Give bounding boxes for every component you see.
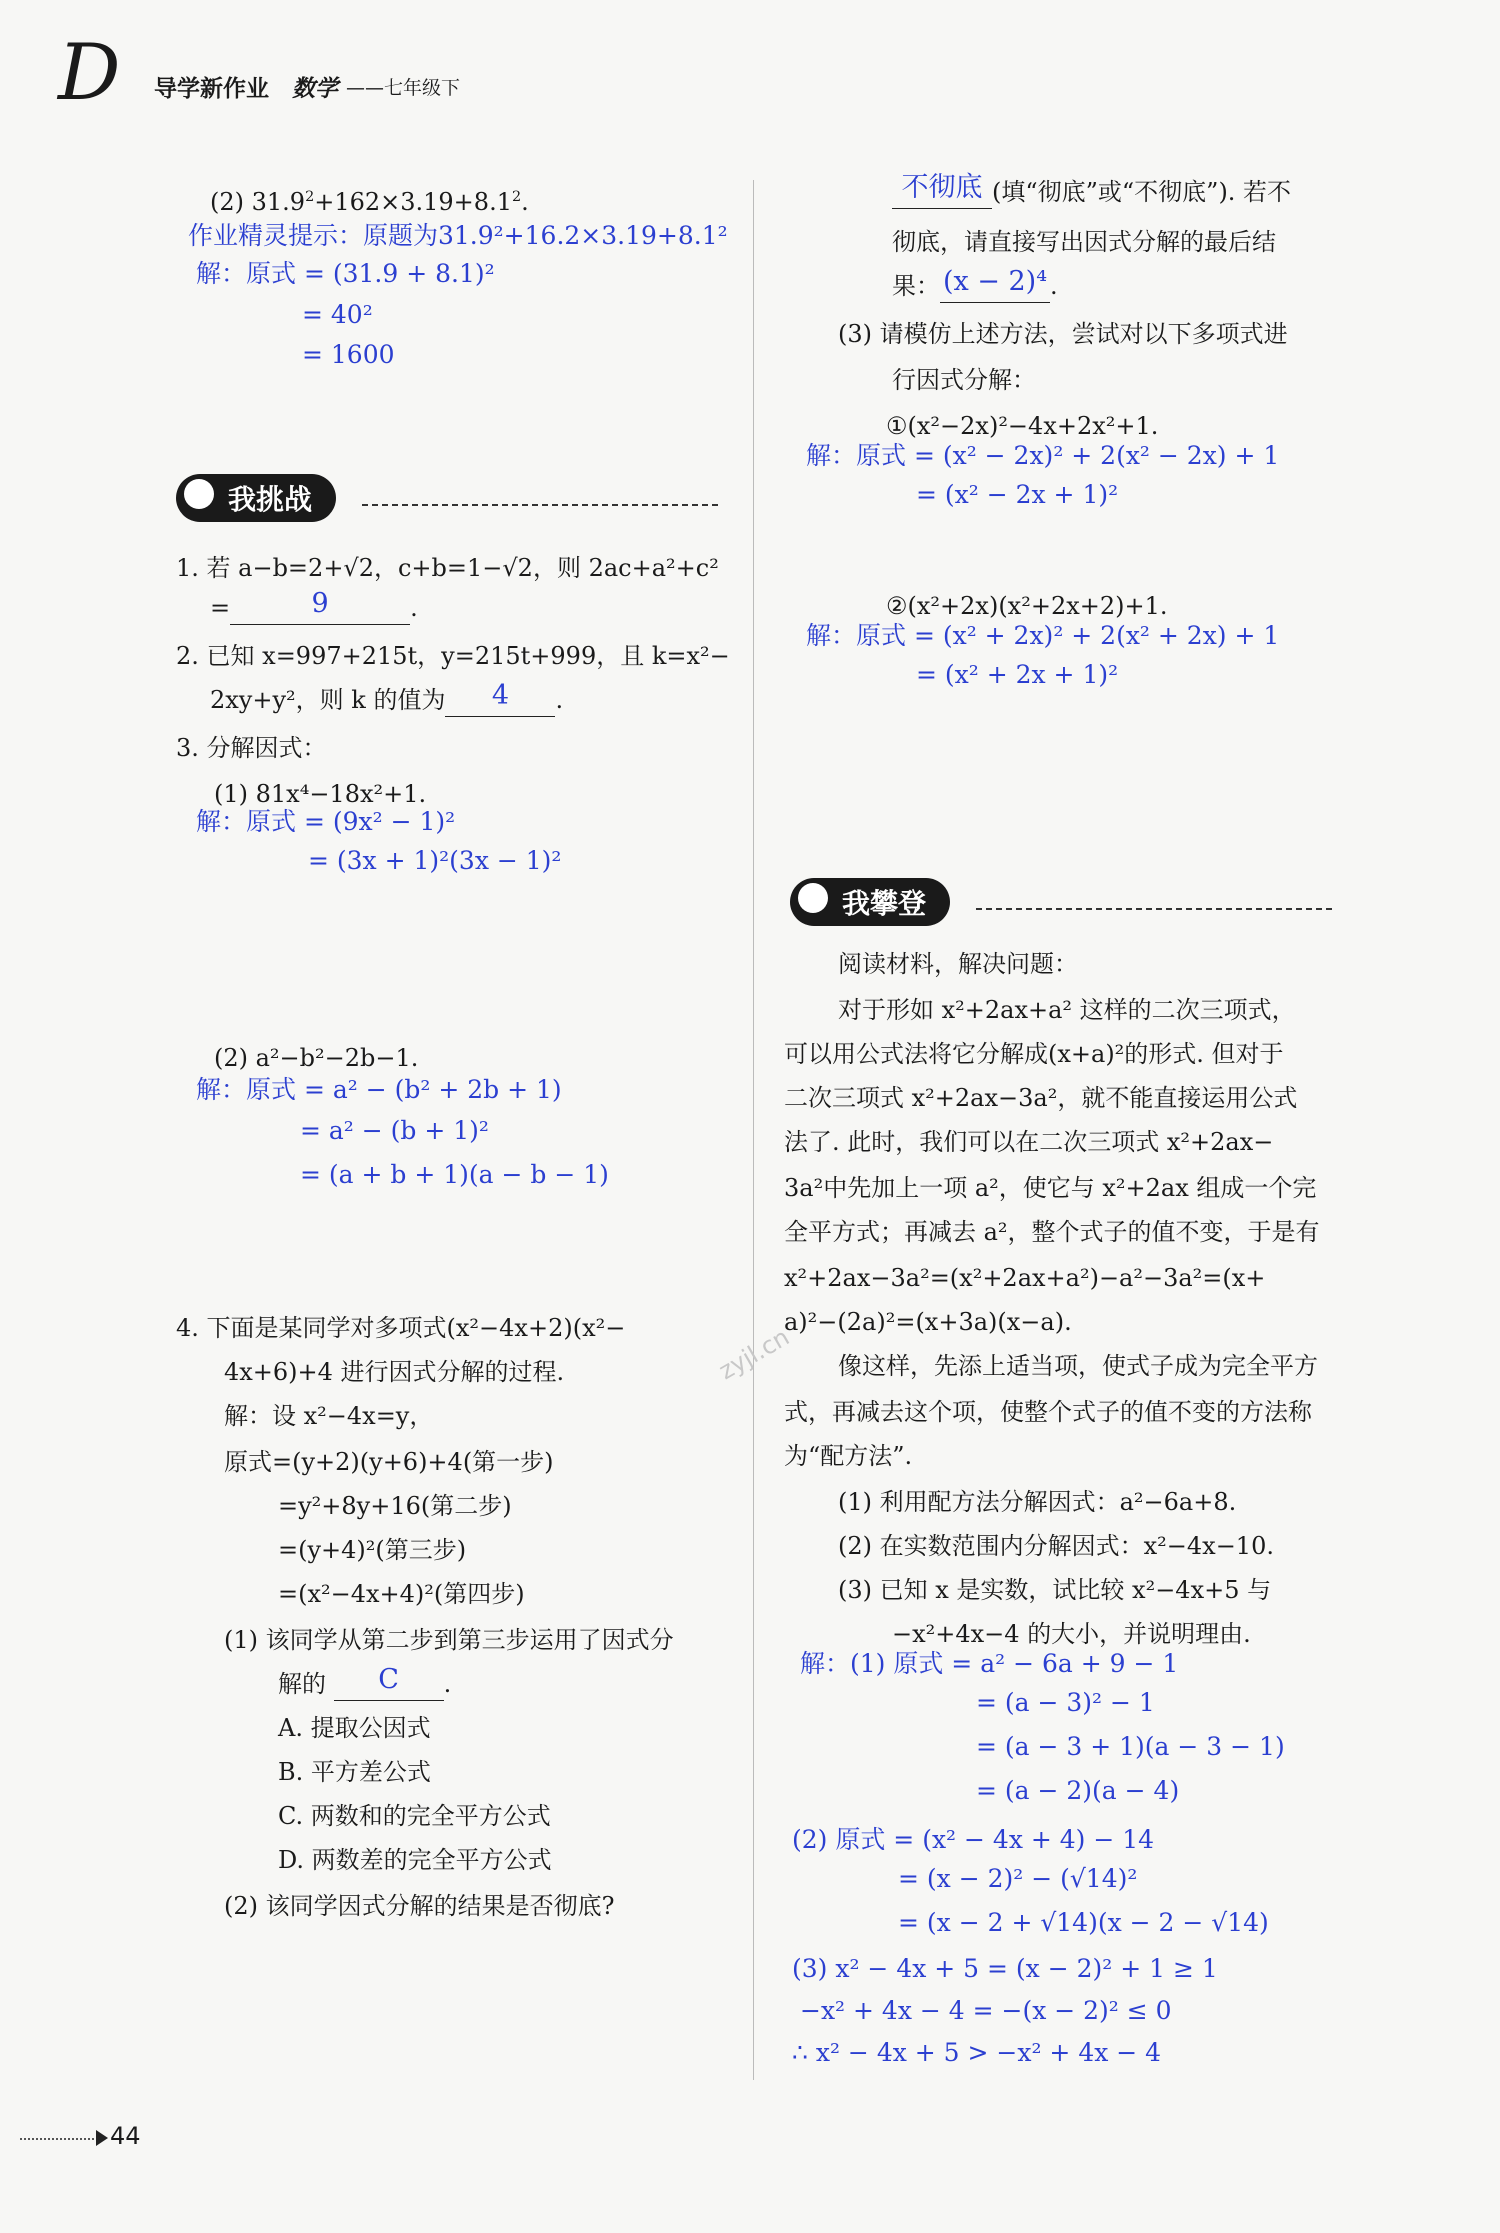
header-title: 导学新作业 xyxy=(154,76,269,102)
column-divider xyxy=(753,180,754,2080)
p1-text: 1. 若 a−b=2+√2，c+b=1−√2，则 2ac+a²+c² xyxy=(176,554,719,582)
footer-dots xyxy=(20,2138,98,2140)
page-number: 44 xyxy=(110,2122,141,2150)
hint-text: 作业精灵提示：原题为31.9²+16.2×3.19+8.1² xyxy=(188,221,728,250)
p3-2-solution-line-2: = a² − (b + 1)² xyxy=(300,1116,489,1145)
watermark: zyjl.cn xyxy=(714,1322,795,1386)
p4-q1-line-1: (1) 该同学从第二步到第三步运用了因式分 xyxy=(224,1626,674,1654)
p3-title: 3. 分解因式： xyxy=(176,734,327,762)
p4-q2-line-2: 彻底，请直接写出因式分解的最后结 xyxy=(892,228,1276,256)
section-icon xyxy=(184,479,214,509)
task-4: −x²+4x−4 的大小，并说明理由. xyxy=(892,1620,1251,1648)
header-subject: 数学 xyxy=(292,76,338,102)
footer-arrow-icon xyxy=(96,2130,108,2146)
p4-q1-answer: C xyxy=(378,1664,399,1695)
p2-line-2: 2xy+y²，则 k 的值为 4 . xyxy=(210,684,563,717)
section-dashline xyxy=(976,908,1332,910)
p4-q2-answer2: (x − 2)⁴ xyxy=(942,266,1048,297)
p4-step-3: =y²+8y+16(第二步) xyxy=(278,1492,512,1520)
p4-line-2: 4x+6)+4 进行因式分解的过程. xyxy=(224,1358,565,1386)
p3-1: (1) 81x⁴−18x²+1. xyxy=(214,780,427,808)
sol1-line-4: = (a − 2)(a − 4) xyxy=(976,1776,1180,1805)
p4-line-1: 4. 下面是某同学对多项式(x²−4x+2)(x²− xyxy=(176,1314,626,1342)
q2-solution-line-1: 解：原式 = (31.9 + 8.1)² xyxy=(196,259,495,288)
p4-q3-line-1: (3) 请模仿上述方法，尝试对以下多项式进 xyxy=(838,320,1288,348)
section-climb: 我攀登 xyxy=(790,878,950,926)
reading-line-5: 法了. 此时，我们可以在二次三项式 x²+2ax− xyxy=(784,1128,1274,1156)
task-3: (3) 已知 x 是实数，试比较 x²−4x+5 与 xyxy=(838,1576,1272,1604)
option-c: C. 两数和的完全平方公式 xyxy=(278,1802,551,1830)
p4-q3-2: ②(x²+2x)(x²+2x+2)+1. xyxy=(886,592,1168,620)
sol2-line-2: = (x − 2)² − (√14)² xyxy=(898,1864,1138,1893)
task-1: (1) 利用配方法分解因式：a²−6a+8. xyxy=(838,1488,1237,1516)
q2-problem: (2) $31.9^2+162\times 3.19+8.1^2$. xyxy=(210,188,529,216)
section-challenge: 我挑战 xyxy=(176,474,336,522)
sol1-line-2: = (a − 3)² − 1 xyxy=(976,1688,1155,1717)
sol1-line-1: 解：(1) 原式 = a² − 6a + 9 − 1 xyxy=(800,1649,1179,1678)
p1-answer: 9 xyxy=(311,588,329,619)
sol2-line-3: = (x − 2 + √14)(x − 2 − √14) xyxy=(898,1908,1269,1937)
reading-line-1: 阅读材料，解决问题： xyxy=(838,950,1078,978)
sol3-line-1: (3) x² − 4x + 5 = (x − 2)² + 1 ≥ 1 xyxy=(792,1954,1218,1983)
section-icon xyxy=(798,883,828,913)
p4-q2-line-3: 果： (x − 2)⁴ . xyxy=(892,270,1058,303)
p3-2-solution-line-3: = (a + b + 1)(a − b − 1) xyxy=(300,1160,609,1189)
p3-2-solution-line-1: 解：原式 = a² − (b² + 2b + 1) xyxy=(196,1075,562,1104)
option-b: B. 平方差公式 xyxy=(278,1758,431,1786)
header-grade: ——七年级下 xyxy=(346,77,461,99)
p3-2: (2) a²−b²−2b−1. xyxy=(214,1044,419,1072)
sol1-line-3: = (a − 3 + 1)(a − 3 − 1) xyxy=(976,1732,1285,1761)
sol3-line-2: −x² + 4x − 4 = −(x − 2)² ≤ 0 xyxy=(800,1996,1172,2025)
p4-step-5: =(x²−4x+4)²(第四步) xyxy=(278,1580,525,1608)
sol2-line-1: (2) 原式 = (x² − 4x + 4) − 14 xyxy=(792,1825,1155,1854)
reading-line-7: 全平方式；再减去 a²，整个式子的值不变，于是有 xyxy=(784,1218,1320,1246)
p4-step-4: =(y+4)²(第三步) xyxy=(278,1536,467,1564)
p3-1-solution-line-2: = (3x + 1)²(3x − 1)² xyxy=(308,846,562,875)
p4-q3-1-solution-line-1: 解：原式 = (x² − 2x)² + 2(x² − 2x) + 1 xyxy=(806,441,1280,470)
reading-line-9: a)²−(2a)²=(x+3a)(x−a). xyxy=(784,1308,1072,1336)
p4-step-2: 原式=(y+2)(y+6)+4(第一步) xyxy=(224,1448,554,1476)
p1-answer-line: = 9 . xyxy=(210,592,418,625)
q2-solution-line-3: = 1600 xyxy=(302,340,395,369)
sol3-line-3: ∴ x² − 4x + 5 > −x² + 4x − 4 xyxy=(792,2038,1162,2067)
section-dashline xyxy=(362,504,718,506)
p4-q3-2-solution-line-1: 解：原式 = (x² + 2x)² + 2(x² + 2x) + 1 xyxy=(806,621,1280,650)
reading-line-10: 像这样，先添上适当项，使式子成为完全平方 xyxy=(838,1352,1318,1380)
p4-q2-line-1: (2) 该同学因式分解的结果是否彻底? xyxy=(224,1892,615,1920)
reading-line-8: x²+2ax−3a²=(x²+2ax+a²)−a²−3a²=(x+ xyxy=(784,1264,1266,1292)
p4-q2-answer: 不彻底 xyxy=(901,172,983,203)
reading-line-11: 式，再减去这个项，使整个式子的值不变的方法称 xyxy=(784,1398,1312,1426)
reading-line-6: 3a²中先加上一项 a²，使它与 x²+2ax 组成一个完 xyxy=(784,1174,1317,1202)
p2-line-1: 2. 已知 x=997+215t，y=215t+999，且 k=x²− xyxy=(176,642,730,670)
p4-q1-line-2: 解的 C . xyxy=(278,1668,451,1701)
p4-step-1: 解：设 x²−4x=y， xyxy=(224,1402,434,1430)
task-2: (2) 在实数范围内分解因式：x²−4x−10. xyxy=(838,1532,1274,1560)
p4-q3-1: ①(x²−2x)²−4x+2x²+1. xyxy=(886,412,1159,440)
reading-line-4: 二次三项式 x²+2ax−3a²，就不能直接运用公式 xyxy=(784,1084,1298,1112)
reading-line-12: 为“配方法”. xyxy=(784,1442,913,1470)
header-logo: D xyxy=(58,28,121,118)
reading-line-3: 可以用公式法将它分解成(x+a)²的形式. 但对于 xyxy=(784,1040,1284,1068)
p3-1-solution-line-1: 解：原式 = (9x² − 1)² xyxy=(196,807,456,836)
p4-q3-1-solution-line-2: = (x² − 2x + 1)² xyxy=(916,480,1119,509)
p4-q3-2-solution-line-2: = (x² + 2x + 1)² xyxy=(916,660,1119,689)
option-a: A. 提取公因式 xyxy=(278,1714,431,1742)
p4-q3-line-2: 行因式分解： xyxy=(892,366,1036,394)
reading-line-2: 对于形如 x²+2ax+a² 这样的二次三项式， xyxy=(838,996,1296,1024)
option-d: D. 两数差的完全平方公式 xyxy=(278,1846,552,1874)
p2-answer: 4 xyxy=(491,680,510,711)
p4-q2-line-cont: 不彻底 (填“彻底”或“不彻底”). 若不 xyxy=(892,176,1291,209)
q2-solution-line-2: = 40² xyxy=(302,300,373,329)
